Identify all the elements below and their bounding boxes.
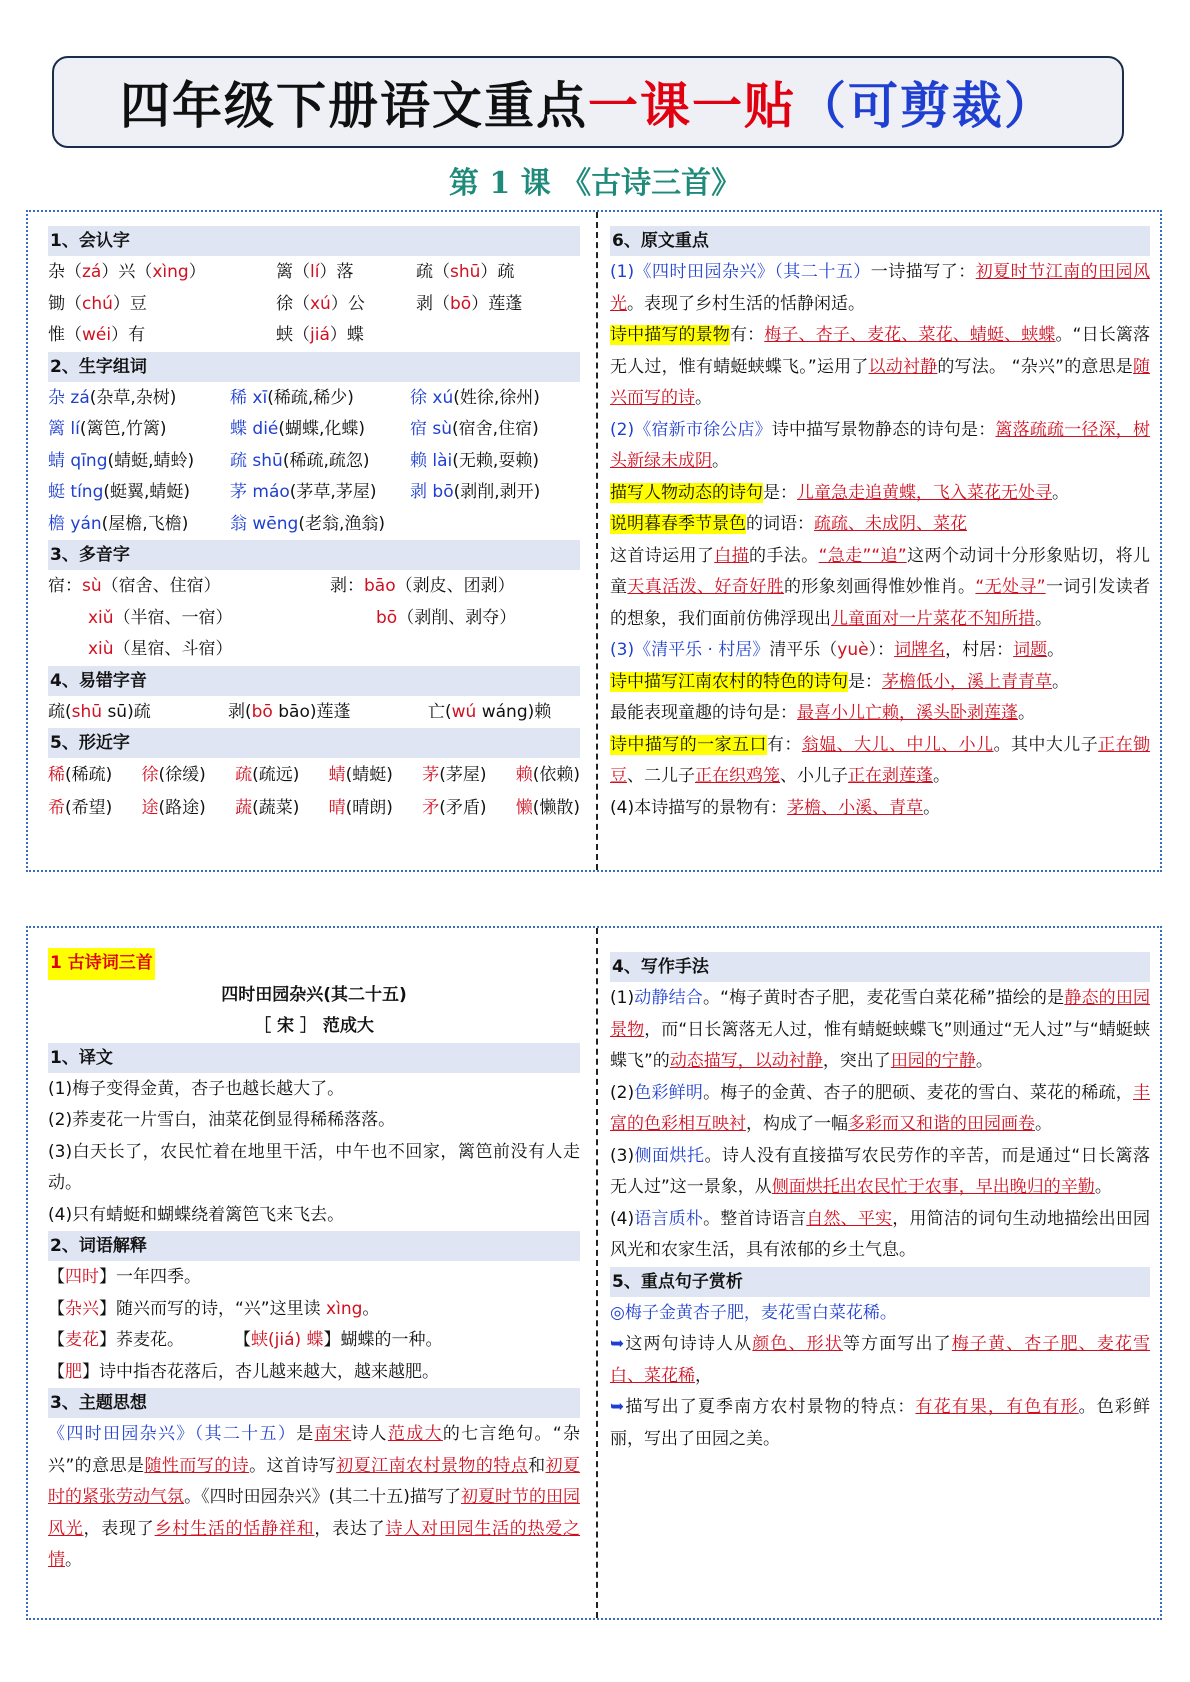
translation-line: (3)白天长了，农民忙着在地里干活，中午也不回家，篱笆前没有人走动。 [48,1141,580,1193]
translation-line: (1)梅子变得金黄，杏子也越长越大了。 [48,1078,345,1099]
recognize-item: 蛱（jiá）蝶 [276,325,364,345]
words-row: 杂 zá(杂草,杂树) 稀 xī(稀疏,稀少) 徐 xú(姓徐,徐州) [48,387,540,408]
technique-item: (2)色彩鲜明。梅子的金黄、杏子的肥硕、麦花的雪白、菜花的稀疏，丰富的色彩相互映衬，构成了一幅多彩而又和谐的田园画卷。 [610,1082,1150,1134]
top-right-column [610,226,1150,824]
section-head-theme: 3、主题思想 [48,1388,580,1418]
poem3-scenery: (4)本诗描写的景物有：茅檐、小溪、青草。 [610,797,941,818]
recognize-row [48,289,580,321]
banner-title-highlight: 一课一贴 [588,77,796,135]
mispronounce-row: 疏(shū sū)疏 剥(bō bāo)莲蓬 亡(wú wáng)赖 [48,701,552,722]
section-head-key-text: 6、原文重点 [610,226,1150,256]
words-row: 蜓 tíng(蜓翼,蜻蜓) 茅 máo(茅草,茅屋) 剥 bō(剥削,剥开) [48,482,541,502]
poem2-dynamic: 描写人物动态的诗句是：儿童急走追黄蝶，飞入菜花无处寻。 [610,482,1069,503]
section-head-key-sentence: 5、重点句子赏析 [610,1267,1150,1297]
section-head-mispronounce: 4、易错字音 [48,666,580,696]
section-head-glossary: 2、词语解释 [48,1231,580,1261]
technique-item: (1)动静结合。“梅子黄时杏子肥，麦花雪白菜花稀”描绘的是静态的田园景物，而“日长篱落无人过，惟有蜻蜓蛱蝶飞”则通过“无人过”与“蜻蜓蛱蝶飞”的动态描写，以动衬静，突出了田园的宁静。 [610,988,1151,1071]
page-banner [52,56,1124,148]
poem-author: ［ 宋 ］ 范成大 [254,1016,374,1036]
technique-item: (4)语言质朴。整首诗语言自然、平实，用简洁的词句生动地描绘出田园风光和农家生活，具有浓郁的乡土气息。 [610,1208,1151,1260]
poem2-season: 说明暮春季节景色的词语：疏疏、未成阴、菜花 [610,514,967,534]
poem1-scenery: 诗中描写的景物有：梅子、杏子、麦花、菜花、蜻蜓、蛱蝶。“日长篱落无人过，惟有蜻蜓蛱蝶飞。”运用了以动衬静的写法。 “杂兴”的意思是随兴而写的诗。 [610,325,1151,408]
top-panel [26,210,1162,872]
key-sentence-analysis: ➥描写出了夏季南方农村景物的特点：有花有果，有色有形。色彩鲜丽，写出了田园之美。 [610,1392,1150,1455]
words-row: 篱 lí(篱笆,竹篱) 蝶 dié(蝴蝶,化蝶) 宿 sù(宿舍,住宿) [48,419,539,439]
recognize-item: 徐（xú）公 [276,293,365,314]
target-icon: ◎ [610,1302,625,1323]
poem3-family: 诗中描写的一家五口有：翁媪、大儿、中儿、小儿。其中大儿子正在锄豆、二儿子正在织鸡笼、小儿子正在剥莲蓬。 [610,734,1151,786]
arrow-icon: ➥ [610,1397,625,1417]
glossary-item: 【肥】诗中指杏花落后，杏儿越来越大，越来越肥。 [48,1361,439,1382]
recognize-item: 惟（wéi）有 [48,325,146,345]
recognize-row [48,320,580,352]
section-head-translation: 1、译文 [48,1043,580,1073]
technique-item: (3)侧面烘托。诗人没有直接描写农民劳作的辛苦，而是通过“日长篱落无人过”这一景象，从侧面烘托出农民忙于农事，早出晚归的辛勤。 [610,1145,1151,1197]
poem2-technique: 这首诗运用了白描的手法。“急走”“追”这两个动词十分形象贴切，将儿童天真活泼、好奇好胜的形象刻画得惟妙惟肖。“无处寻”一词引发读者的想象，我们面前仿佛浮现出儿童面对一片菜花不知所措。 [610,545,1151,629]
polyphone-block: 宿： sù （宿舍、住宿） xiǔ （半宿、一宿） xiù （星宿、斗宿） 剥： bāo （剥皮、团剥） bō （剥削、剥夺） [48,576,517,659]
column-divider [596,928,598,1618]
translation-line: (4)只有蜻蜓和蝴蝶绕着篱笆飞来飞去。 [48,1204,345,1225]
words-row: 檐 yán(屋檐,飞檐) 翁 wēng(老翁,渔翁) [48,513,386,534]
glossary-item: 【麦花】荞麦花。 【蛱(jiá) 蝶】蝴蝶的一种。 [48,1330,443,1350]
translation-line: (2)荞麦花一片雪白，油菜花倒显得稀稀落落。 [48,1110,396,1130]
similar-row: 稀(稀疏) 徐(徐缓) 疏(疏远) 蜻(蜻蜓) 茅(茅屋) 赖(依赖) [48,764,580,785]
words-list [48,383,580,541]
section-head-recognize: 1、会认字 [48,226,580,256]
banner-title-note: （可剪裁） [796,77,1056,135]
recognize-item: 杂（zá）兴（xìng） [48,262,206,282]
key-sentence-analysis: ➥这两句诗诗人从颜色、形状等方面写出了梅子黄、杏子肥、麦花雪白、菜花稀， [610,1329,1150,1392]
poem1-summary: (1)《四时田园杂兴》（其二十五）一诗描写了：初夏时节江南的田园风光。表现了乡村生活的恬静闲适。 [610,262,1151,314]
bottom-right-column [610,952,1150,1455]
poem3-feature: 诗中描写江南农村的特色的诗句是：茅檐低小，溪上青青草。 [610,671,1069,692]
section-head-polyphone: 3、多音字 [48,540,580,570]
words-row: 蜻 qīng(蜻蜓,蜻蛉) 疏 shū(稀疏,疏忽) 赖 lài(无赖,耍赖) [48,450,539,471]
poem3-title: (3)《清平乐 · 村居》清平乐（yuè）：词牌名，村居：词题。 [610,640,1065,660]
lesson-title: 第 1 课 《古诗三首》 [448,166,742,201]
section-head-words: 2、生字组词 [48,352,580,382]
section-head-similar: 5、形近字 [48,728,580,758]
poem2-static: (2)《宿新市徐公店》诗中描写景物静态的诗句是：篱落疏疏一径深，树头新绿未成阴。 [610,419,1150,471]
recognize-item: 锄（chú）豆 [48,293,147,314]
arrow-icon: ➥ [610,1334,625,1354]
theme-paragraph: 《四时田园杂兴》（其二十五）是南宋诗人范成大的七言绝句。“杂兴”的意思是随性而写的诗。这首诗写初夏江南农村景物的特点和初夏时的紧张劳动气氛。《四时田园杂兴》(其二十五)描写了初夏时节的田园风光，表现了乡村生活的恬静祥和，表达了诗人对田园生活的热爱之情。 [48,1424,581,1570]
unit-tag: 1 古诗词三首 [48,948,155,980]
recognize-row [48,257,580,289]
recognize-item: 篱（lí）落 [276,262,354,282]
column-divider [596,212,598,870]
glossary-item: 【杂兴】随兴而写的诗，“兴”这里读 xìng。 [48,1298,380,1319]
poem-title: 四时田园杂兴(其二十五) [221,984,407,1005]
bottom-panel [26,926,1162,1620]
bottom-left-column [48,948,580,1577]
key-sentence: ◎梅子金黄杏子肥，麦花雪白菜花稀。 [610,1298,1150,1330]
top-left-column [48,226,580,825]
recognize-list [48,257,580,352]
recognize-item: 剥（bō）莲蓬 [416,293,523,314]
recognize-item: 疏（shū）疏 [416,262,515,282]
similar-row: 希(希望) 途(路途) 蔬(蔬菜) 晴(晴朗) 矛(矛盾) 懒(懒散) [48,797,580,818]
glossary-item: 【四时】一年四季。 [48,1267,201,1287]
banner-title-main: 四年级下册语文重点 [120,77,588,135]
poem3-childlike: 最能表现童趣的诗句是：最喜小儿亡赖，溪头卧剥莲蓬。 [610,703,1035,723]
section-head-technique: 4、写作手法 [610,952,1150,982]
similar-list [48,759,580,825]
